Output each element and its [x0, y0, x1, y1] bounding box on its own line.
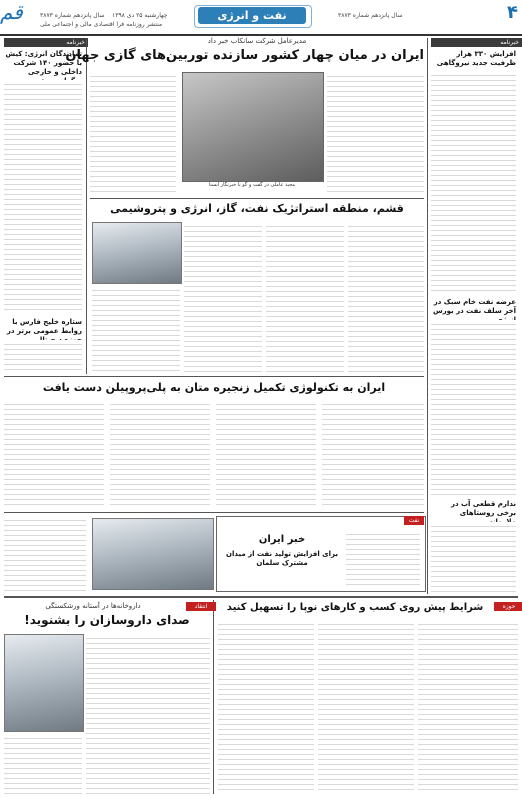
left-column-body: [4, 80, 82, 314]
lead-story-photo: [182, 72, 324, 182]
bottom-left-headline: صدای داروسازان را بشنوید!: [24, 613, 190, 627]
lead-story-photo-caption: مجید عاملی در گفت و گو با خبرنگار ایسنا: [208, 182, 296, 188]
right-column-headline-2: عرضه نفت خام سبک در آخر سلف نفت در بورس: [432, 298, 516, 315]
bottom-left-label: انتقاد: [186, 602, 216, 611]
right-column-headline-3: ندارم قطعی آب در برخی روستاهای: [450, 500, 516, 517]
page-number: ۴: [507, 2, 518, 23]
polypropylene-story-divider: [4, 512, 424, 513]
qeshm-story-photo: [92, 222, 182, 284]
publication-subtitle: منتشر روزنامه فرا اقتصادی مالی و اجتماعی ملی: [40, 21, 163, 28]
bottom-left-kicker: داروخانه‌ها در آستانه ورشکستگی: [45, 602, 141, 610]
iran-news-label: نفت: [404, 516, 424, 525]
bottom-right-column-2: [318, 620, 414, 794]
bottom-left-column-2: [4, 734, 82, 794]
bottom-column-divider: [213, 600, 214, 794]
bottom-right-column-1: [218, 620, 314, 794]
header-issue-line: سال پانزدهم شماره ۳۸۷۳: [338, 12, 403, 19]
qeshm-story-headline: قشم، منطقه استراتژیک نفت، گاز، انرژی و پتروشیمی: [110, 202, 404, 215]
column-divider-right: [427, 38, 428, 594]
column-divider-left: [86, 38, 87, 374]
right-column-body: [431, 71, 516, 295]
polypropylene-story-headline: ایران به تکنولوژی تکمیل زنجیره متان به پلی‌پروپیلن دست یافت: [42, 381, 386, 394]
bottom-right-headline: شرایط پیش روی کسب و کارهای نوپا را تسهیل کنید: [226, 602, 484, 613]
issue-number: سال پانزدهم شماره ۳۸۷۳: [40, 12, 105, 19]
bottom-right-column-3: [418, 620, 518, 794]
bottom-section-divider: [4, 596, 518, 598]
polypropylene-story-column-4: [322, 400, 424, 508]
iran-news-left-column: [4, 516, 86, 592]
iran-news-title: خبر ایران: [258, 534, 306, 545]
left-column-body-2: [4, 340, 82, 372]
newspaper-logo: قم: [0, 0, 23, 24]
right-column-body-2: [431, 320, 516, 498]
lead-story-kicker: مدیرعامل شرکت سانکاب خبر داد: [207, 37, 307, 45]
left-column-label: خبرنامه: [4, 38, 88, 47]
lead-story-column-right: [327, 72, 424, 194]
lead-story-column-left: [90, 72, 176, 194]
polypropylene-story-column-1: [4, 400, 104, 508]
bottom-right-label: حوزه نفت: [494, 602, 522, 611]
left-column-headline-2: ستاره خلیج فارس با روابط عمومی برتر در: [6, 318, 82, 335]
lead-story-headline: ایران در میان چهار کشور سازنده توربین‌های گازی جهان: [65, 48, 424, 63]
right-column-label: خبرنامه: [431, 38, 522, 47]
qeshm-story-divider: [4, 376, 424, 377]
lead-story-divider: [90, 198, 424, 199]
qeshm-story-column-3: [266, 222, 344, 372]
left-column-headline: تمایندگان انرژی: کیش با حضور ۱۴۰ شرکت داخلی و خارجی: [5, 50, 82, 76]
iran-news-subtitle: برای افزایش تولید نفت از میدان مشترک سلمان: [226, 550, 338, 567]
iran-news-body: [346, 530, 420, 586]
right-column-headline: افزایش ۳۳۰ هزار ظرفیت جدید نیروگاهی: [436, 50, 516, 67]
bottom-left-photo: [4, 634, 84, 732]
polypropylene-story-column-3: [216, 400, 316, 508]
section-title: نفت و انرژی: [198, 7, 306, 24]
qeshm-story-column-2: [184, 222, 262, 372]
bottom-left-column-1: [86, 634, 210, 794]
qeshm-story-column-4: [348, 222, 424, 372]
right-column-body-3: [431, 522, 516, 592]
polypropylene-story-column-2: [110, 400, 210, 508]
issue-date: چهارشنبه ۲۵ دی ۱۳۹۸: [112, 12, 168, 19]
qeshm-story-column-1: [92, 286, 180, 372]
iran-news-photo: [92, 518, 214, 590]
